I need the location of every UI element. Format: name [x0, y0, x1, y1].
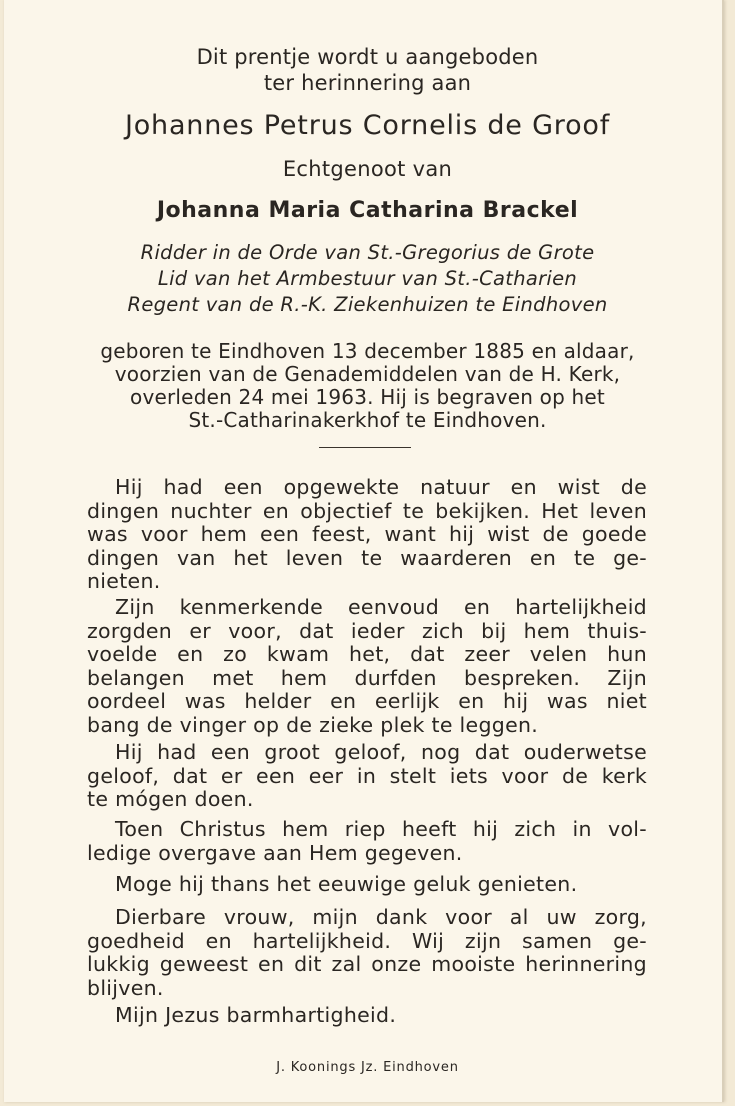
- paragraph-line: bang de vinger op de zieke plek te leggen.: [87, 712, 539, 737]
- paragraph: [87, 596, 647, 737]
- paragraph-line: Hij had een groot geloof, nog dat ouderwetse: [115, 740, 647, 764]
- paragraph-line: dingen nuchter en objectief te bekijken. Het leven: [87, 498, 647, 523]
- biography-line: geboren te Eindhoven 13 december 1885 en aldaar,: [100, 339, 635, 363]
- intro-line-1: Dit prentje wordt u aangeboden: [196, 45, 539, 69]
- biography-line: voorzien van de Genademiddelen van de H. Kerk,: [114, 362, 621, 386]
- paragraph-line: Hij had een opgewekte natuur en wist de: [115, 475, 647, 499]
- paragraph-line: dingen van het leven te waarderen en te ge-: [87, 545, 647, 570]
- paragraph-line: nieten.: [87, 569, 161, 593]
- paragraph-line: Zijn kenmerkende eenvoud en hartelijkheid: [115, 595, 647, 619]
- paragraph-line: Moge hij thans het eeuwige geluk genieten.: [115, 872, 578, 896]
- paragraph-line: blijven.: [87, 975, 164, 1000]
- title-line: Ridder in de Orde van St.-Gregorius de Grote: [140, 241, 595, 264]
- spouse-name: Johanna Maria Catharina Brackel: [156, 198, 579, 223]
- paragraph: [87, 873, 647, 897]
- paragraph-line: lukkig geweest en dit zal onze mooiste herinnering: [87, 952, 647, 976]
- title-line: Regent van de R.-K. Ziekenhuizen te Eindhoven: [127, 293, 608, 316]
- paragraph: [87, 741, 647, 812]
- paragraph-line: geloof, dat er een eer in stelt iets voor de kerk: [87, 763, 647, 788]
- paragraph-line: goedheid en hartelijkheid. Wij zijn samen ge-: [87, 928, 647, 953]
- title-line: Lid van het Armbestuur van St.-Catharien: [157, 267, 578, 290]
- paragraph: [87, 818, 647, 865]
- intro-line-2: ter herinnering aan: [263, 71, 472, 95]
- paragraph-line: voelde en zo kwam het, dat zeer velen hun: [87, 642, 647, 666]
- paragraph-line: was voor hem een feest, want hij wist de goede: [87, 522, 647, 546]
- divider-rule: [319, 447, 411, 448]
- paragraph-line: belangen met hem durfden bespreken. Zijn: [87, 665, 647, 690]
- paragraph-line: Dierbare vrouw, mijn dank voor al uw zorg,: [115, 905, 647, 929]
- spouse-label: Echtgenoot van: [282, 157, 453, 181]
- paragraph-line: Toen Christus hem riep heeft hij zich in vol-: [115, 817, 647, 841]
- paragraph-line: te mógen doen.: [87, 787, 254, 811]
- paragraph: [87, 476, 647, 594]
- paragraph-line: zorgden er voor, dat ieder zich bij hem thuis-: [87, 618, 647, 643]
- paragraph: [87, 1004, 647, 1028]
- paragraph-line: ledige overgave aan Hem gegeven.: [87, 840, 463, 865]
- printer-imprint: J. Koonings Jz. Eindhoven: [276, 1060, 459, 1075]
- paragraph-line: Mijn Jezus barmhartigheid.: [115, 1003, 397, 1027]
- paragraph-line: oordeel was helder en eerlijk en hij was niet: [87, 689, 647, 713]
- biography-line: St.-Catharinakerkhof te Eindhoven.: [188, 408, 547, 432]
- deceased-name: Johannes Petrus Cornelis de Groof: [124, 110, 611, 141]
- paragraph: [87, 906, 647, 1000]
- biography-line: overleden 24 mei 1963. Hij is begraven op het: [130, 385, 605, 409]
